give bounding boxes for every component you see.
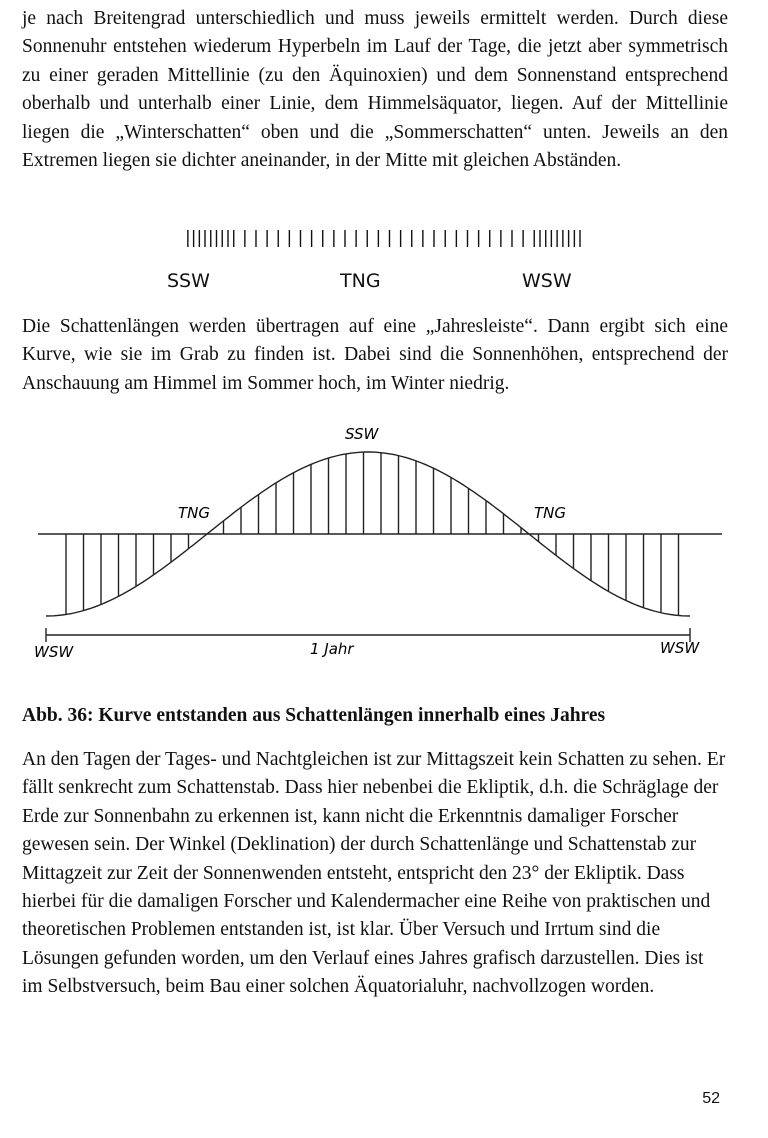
paragraph-intro: je nach Breitengrad unterschiedlich und muss jeweils ermittelt werden. Durch diese Sonnenuhr entstehen wiederum Hyperbeln im Lauf der Tage, die jetzt aber symmetrisch zu einer geraden Mittellinie (zu den Äquinoxien) und dem Sonnenstand entsprechend oberhalb und unterhalb einer Linie, dem Himmelsäquator, liegen. Auf der Mittellinie liegen die „Winterschatten“ oben und die „Sommerschatten“ unten. Jeweils an den Extremen liegen sie dichter aneinander, in der Mitte mit gleichen Abständen. — [22, 8, 728, 172]
paragraph-jahresleiste: Die Schattenlängen werden übertragen auf eine „Jahresleiste“. Dann ergibt sich eine Kurve, wie sie im Grab zu finden ist. Dabei sind die Sonnenhöhen, entsprechend der Anschauung am Himmel im Sommer hoch, im Winter niedrig. — [22, 316, 728, 394]
figure-label-ssw: SSW — [345, 425, 379, 443]
label-wsw: WSW — [522, 270, 572, 292]
label-ssw: SSW — [167, 270, 210, 292]
figure-label-tng-left: TNG — [178, 504, 211, 522]
figure-label-wsw-right: WSW — [660, 639, 700, 657]
shadow-curve-figure — [0, 415, 768, 675]
tick-strip: ||||||||| | | | | | | | | | | | | | | | | | | | | | | | | | | ||||||||| — [185, 228, 583, 248]
figure-label-year: 1 Jahr — [310, 640, 354, 658]
paragraph-equinox: An den Tagen der Tages- und Nachtgleichen ist zur Mittagszeit kein Schatten zu sehen. Er fällt senkrecht zum Schattenstab. Dass hier nebenbei die Ekliptik, d.h. die Schräglage der Erde zur Sonnenbahn zu erkennen ist, kann nicht die Erkenntnis damaliger Forscher gewesen sein. Der Winkel (Deklination) der durch Schattenlänge und Schattenstab zur Mittagzeit zur Zeit der Sonnenwenden entsteht, entspricht den 23° der Ekliptik. Dass hierbei für die damaligen Forscher und Kalendermacher eine Reihe von praktischen und theoretischen Problemen entstanden ist, ist klar. Über Versuch und Irrtum sind die Lösungen gefunden worden, um den Verlauf eines Jahres grafisch darzustellen. Dies ist im Selbstversuch, beim Bau einer solchen Äquatorialuhr, nachvollzogen worden. — [22, 749, 726, 998]
figure-label-tng-right: TNG — [534, 504, 567, 522]
figure-caption: Abb. 36: Kurve entstanden aus Schattenlängen innerhalb eines Jahres — [22, 705, 606, 726]
label-tng: TNG — [340, 270, 381, 292]
page-number: 52 — [702, 1090, 720, 1107]
figure-label-wsw-left: WSW — [34, 643, 74, 661]
